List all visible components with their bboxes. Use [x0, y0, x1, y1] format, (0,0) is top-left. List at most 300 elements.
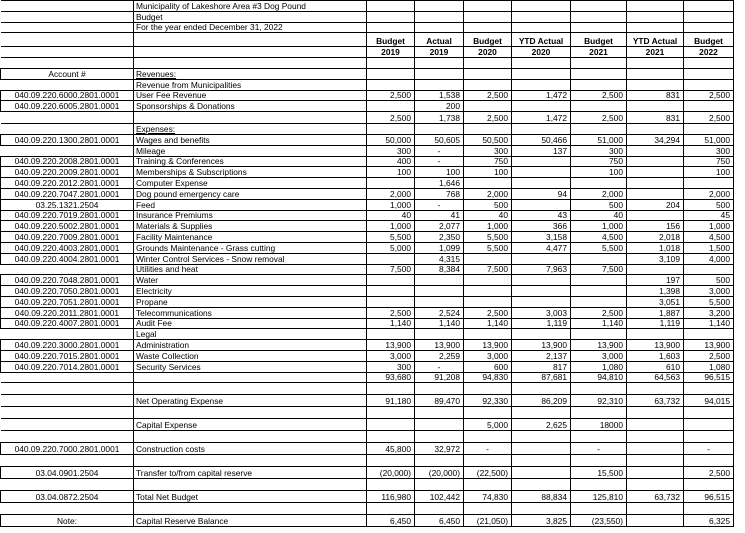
- value-cell[interactable]: 91,180: [367, 395, 415, 407]
- value-cell[interactable]: [367, 455, 415, 467]
- value-cell[interactable]: [571, 275, 627, 286]
- account-number-cell[interactable]: 040.09.220.2012.2801.0001: [1, 178, 134, 189]
- value-cell[interactable]: 7,500: [571, 264, 627, 275]
- value-cell[interactable]: 87,681: [512, 372, 571, 383]
- value-cell[interactable]: [367, 407, 415, 419]
- value-cell[interactable]: [571, 286, 627, 297]
- cell[interactable]: [1, 22, 134, 33]
- cell[interactable]: [571, 11, 627, 22]
- line-item-label[interactable]: [134, 467, 367, 479]
- value-cell[interactable]: 1,099: [415, 242, 464, 253]
- value-cell[interactable]: 3,825: [512, 515, 571, 527]
- line-item-label[interactable]: [134, 329, 367, 340]
- value-cell[interactable]: 96,515: [684, 491, 734, 503]
- value-cell[interactable]: [571, 503, 627, 515]
- cell[interactable]: [1, 33, 134, 47]
- value-cell[interactable]: [367, 68, 415, 79]
- value-cell[interactable]: 3,000: [367, 350, 415, 361]
- line-item-label[interactable]: [134, 79, 367, 90]
- value-cell[interactable]: 750: [464, 156, 512, 167]
- account-number-cell[interactable]: 040.09.220.7048.2801.0001: [1, 275, 134, 286]
- value-cell[interactable]: [415, 455, 464, 467]
- col-header-actual-2019[interactable]: Actual: [415, 33, 464, 47]
- value-cell[interactable]: [684, 79, 734, 90]
- line-item-label[interactable]: [134, 383, 367, 395]
- value-cell[interactable]: 1,887: [627, 307, 684, 318]
- account-number-cell[interactable]: 040.09.220.2009.2801.0001: [1, 167, 134, 178]
- line-item-label[interactable]: [134, 124, 367, 135]
- cell[interactable]: [627, 22, 684, 33]
- value-cell[interactable]: [367, 275, 415, 286]
- account-number-cell[interactable]: 040.09.220.5002.2801.0001: [1, 221, 134, 232]
- line-item-label[interactable]: [134, 264, 367, 275]
- cell[interactable]: [367, 11, 415, 22]
- value-cell[interactable]: 300: [571, 145, 627, 156]
- line-item-label[interactable]: [134, 395, 367, 407]
- value-cell[interactable]: [464, 383, 512, 395]
- value-cell[interactable]: 45: [684, 210, 734, 221]
- value-cell[interactable]: 2,000: [464, 188, 512, 199]
- account-number-cell[interactable]: [1, 503, 134, 515]
- value-cell[interactable]: 5,000: [464, 419, 512, 431]
- value-cell[interactable]: [627, 479, 684, 491]
- value-cell[interactable]: [512, 503, 571, 515]
- value-cell[interactable]: 1,472: [512, 112, 571, 124]
- value-cell[interactable]: 2,625: [512, 419, 571, 431]
- account-number-cell[interactable]: 040.09.220.4007.2801.0001: [1, 318, 134, 329]
- account-number-cell[interactable]: 040.09.220.6000.2801.0001: [1, 90, 134, 101]
- value-cell[interactable]: 51,000: [571, 134, 627, 145]
- value-cell[interactable]: 197: [627, 275, 684, 286]
- col-year-2021-budget[interactable]: 2021: [571, 47, 627, 58]
- value-cell[interactable]: [464, 407, 512, 419]
- value-cell[interactable]: [415, 124, 464, 135]
- value-cell[interactable]: [571, 329, 627, 340]
- value-cell[interactable]: 1,472: [512, 90, 571, 101]
- value-cell[interactable]: [627, 124, 684, 135]
- value-cell[interactable]: 1,140: [415, 318, 464, 329]
- value-cell[interactable]: [571, 296, 627, 307]
- value-cell[interactable]: [684, 407, 734, 419]
- value-cell[interactable]: 831: [627, 90, 684, 101]
- account-number-cell[interactable]: 040.09.220.7051.2801.0001: [1, 296, 134, 307]
- value-cell[interactable]: 1,738: [415, 112, 464, 124]
- value-cell[interactable]: [684, 503, 734, 515]
- value-cell[interactable]: 13,900: [571, 340, 627, 351]
- cell[interactable]: [1, 11, 134, 22]
- value-cell[interactable]: 63,732: [627, 395, 684, 407]
- value-cell[interactable]: 1,000: [464, 221, 512, 232]
- value-cell[interactable]: [512, 253, 571, 264]
- line-item-label[interactable]: [134, 232, 367, 243]
- value-cell[interactable]: [627, 407, 684, 419]
- value-cell[interactable]: [627, 419, 684, 431]
- value-cell[interactable]: 100: [571, 167, 627, 178]
- value-cell[interactable]: [627, 443, 684, 455]
- account-number-cell[interactable]: 040.09.220.7009.2801.0001: [1, 232, 134, 243]
- value-cell[interactable]: [627, 210, 684, 221]
- account-number-cell[interactable]: [1, 479, 134, 491]
- value-cell[interactable]: 5,500: [571, 242, 627, 253]
- account-number-cell[interactable]: 040.09.220.4004.2801.0001: [1, 253, 134, 264]
- line-item-label[interactable]: [134, 443, 367, 455]
- value-cell[interactable]: [367, 58, 415, 69]
- value-cell[interactable]: 102,442: [415, 491, 464, 503]
- value-cell[interactable]: 94: [512, 188, 571, 199]
- value-cell[interactable]: [512, 199, 571, 210]
- value-cell[interactable]: [512, 383, 571, 395]
- cell[interactable]: [512, 1, 571, 12]
- value-cell[interactable]: 5,500: [367, 232, 415, 243]
- value-cell[interactable]: 3,000: [571, 350, 627, 361]
- cell[interactable]: [512, 22, 571, 33]
- value-cell[interactable]: 3,051: [627, 296, 684, 307]
- col-year-2022-budget[interactable]: 2022: [684, 47, 734, 58]
- value-cell[interactable]: 2,350: [415, 232, 464, 243]
- value-cell[interactable]: [464, 286, 512, 297]
- cell[interactable]: [415, 11, 464, 22]
- value-cell[interactable]: 137: [512, 145, 571, 156]
- value-cell[interactable]: [571, 253, 627, 264]
- account-number-cell[interactable]: 03.04.0872.2504: [1, 491, 134, 503]
- value-cell[interactable]: [684, 431, 734, 443]
- value-cell[interactable]: 3,200: [684, 307, 734, 318]
- value-cell[interactable]: [415, 479, 464, 491]
- value-cell[interactable]: [415, 329, 464, 340]
- value-cell[interactable]: 50,500: [464, 134, 512, 145]
- value-cell[interactable]: 2,500: [684, 90, 734, 101]
- value-cell[interactable]: [627, 79, 684, 90]
- value-cell[interactable]: 88,834: [512, 491, 571, 503]
- value-cell[interactable]: [512, 79, 571, 90]
- line-item-label[interactable]: [134, 188, 367, 199]
- value-cell[interactable]: 1,538: [415, 90, 464, 101]
- value-cell[interactable]: [627, 188, 684, 199]
- col-year-2021-ytd[interactable]: 2021: [627, 47, 684, 58]
- line-item-label[interactable]: [134, 350, 367, 361]
- value-cell[interactable]: 92,310: [571, 395, 627, 407]
- value-cell[interactable]: 89,470: [415, 395, 464, 407]
- cell[interactable]: [1, 1, 134, 12]
- value-cell[interactable]: 91,208: [415, 372, 464, 383]
- value-cell[interactable]: 1,603: [627, 350, 684, 361]
- value-cell[interactable]: -: [415, 145, 464, 156]
- value-cell[interactable]: 600: [464, 361, 512, 372]
- value-cell[interactable]: [512, 455, 571, 467]
- value-cell[interactable]: 7,500: [464, 264, 512, 275]
- value-cell[interactable]: 6,325: [684, 515, 734, 527]
- col-header-ytd-2021[interactable]: YTD Actual: [627, 33, 684, 47]
- value-cell[interactable]: 300: [464, 145, 512, 156]
- value-cell[interactable]: 18000: [571, 419, 627, 431]
- value-cell[interactable]: [684, 178, 734, 189]
- value-cell[interactable]: 32,972: [415, 443, 464, 455]
- value-cell[interactable]: 2,500: [367, 307, 415, 318]
- value-cell[interactable]: 1,500: [684, 242, 734, 253]
- value-cell[interactable]: [464, 479, 512, 491]
- account-number-cell[interactable]: [1, 58, 134, 69]
- value-cell[interactable]: [512, 101, 571, 112]
- value-cell[interactable]: 6,450: [415, 515, 464, 527]
- value-cell[interactable]: 5,500: [464, 242, 512, 253]
- account-number-cell[interactable]: Note:: [1, 515, 134, 527]
- value-cell[interactable]: 2,077: [415, 221, 464, 232]
- account-number-cell[interactable]: [1, 431, 134, 443]
- line-item-label[interactable]: [134, 101, 367, 112]
- value-cell[interactable]: 2,500: [571, 112, 627, 124]
- account-number-cell[interactable]: [1, 79, 134, 90]
- value-cell[interactable]: 2,500: [684, 467, 734, 479]
- value-cell[interactable]: 366: [512, 221, 571, 232]
- value-cell[interactable]: [367, 253, 415, 264]
- value-cell[interactable]: 2,137: [512, 350, 571, 361]
- value-cell[interactable]: -: [415, 156, 464, 167]
- line-item-label[interactable]: [134, 286, 367, 297]
- value-cell[interactable]: [415, 407, 464, 419]
- value-cell[interactable]: 1,140: [464, 318, 512, 329]
- value-cell[interactable]: 86,209: [512, 395, 571, 407]
- account-number-cell[interactable]: [1, 455, 134, 467]
- value-cell[interactable]: (20,000): [415, 467, 464, 479]
- line-item-label[interactable]: [134, 503, 367, 515]
- line-item-label[interactable]: [134, 134, 367, 145]
- value-cell[interactable]: 125,810: [571, 491, 627, 503]
- value-cell[interactable]: [512, 443, 571, 455]
- value-cell[interactable]: 2,259: [415, 350, 464, 361]
- value-cell[interactable]: 2,500: [464, 307, 512, 318]
- value-cell[interactable]: 100: [415, 167, 464, 178]
- value-cell[interactable]: (20,000): [367, 467, 415, 479]
- value-cell[interactable]: 610: [627, 361, 684, 372]
- value-cell[interactable]: 45,800: [367, 443, 415, 455]
- account-number-cell[interactable]: 03.25.1321.2504: [1, 199, 134, 210]
- value-cell[interactable]: 5,000: [367, 242, 415, 253]
- value-cell[interactable]: [627, 467, 684, 479]
- cell[interactable]: [464, 22, 512, 33]
- value-cell[interactable]: [512, 286, 571, 297]
- value-cell[interactable]: 300: [367, 145, 415, 156]
- value-cell[interactable]: [464, 503, 512, 515]
- value-cell[interactable]: 40: [367, 210, 415, 221]
- cell[interactable]: [571, 22, 627, 33]
- value-cell[interactable]: [512, 329, 571, 340]
- value-cell[interactable]: 2,000: [684, 188, 734, 199]
- line-item-label[interactable]: [134, 58, 367, 69]
- account-number-cell[interactable]: [1, 112, 134, 124]
- value-cell[interactable]: 2,000: [367, 188, 415, 199]
- value-cell[interactable]: [627, 264, 684, 275]
- value-cell[interactable]: 3,000: [684, 286, 734, 297]
- value-cell[interactable]: 4,477: [512, 242, 571, 253]
- value-cell[interactable]: 2,018: [627, 232, 684, 243]
- value-cell[interactable]: 2,500: [684, 112, 734, 124]
- value-cell[interactable]: [367, 178, 415, 189]
- value-cell[interactable]: 4,000: [684, 253, 734, 264]
- value-cell[interactable]: [464, 79, 512, 90]
- value-cell[interactable]: [627, 101, 684, 112]
- account-number-cell[interactable]: [1, 395, 134, 407]
- value-cell[interactable]: [627, 178, 684, 189]
- value-cell[interactable]: 51,000: [684, 134, 734, 145]
- value-cell[interactable]: 2,500: [464, 90, 512, 101]
- value-cell[interactable]: 1,018: [627, 242, 684, 253]
- cell[interactable]: [415, 1, 464, 12]
- account-number-cell[interactable]: [1, 407, 134, 419]
- value-cell[interactable]: 13,900: [464, 340, 512, 351]
- value-cell[interactable]: 500: [684, 199, 734, 210]
- value-cell[interactable]: 400: [367, 156, 415, 167]
- account-number-cell[interactable]: 040.09.220.2011.2801.0001: [1, 307, 134, 318]
- value-cell[interactable]: 768: [415, 188, 464, 199]
- account-number-cell[interactable]: 040.09.220.7015.2801.0001: [1, 350, 134, 361]
- line-item-label[interactable]: [134, 407, 367, 419]
- value-cell[interactable]: 40: [464, 210, 512, 221]
- value-cell[interactable]: [684, 124, 734, 135]
- value-cell[interactable]: [512, 431, 571, 443]
- value-cell[interactable]: [627, 383, 684, 395]
- value-cell[interactable]: [571, 479, 627, 491]
- line-item-label[interactable]: [134, 455, 367, 467]
- value-cell[interactable]: 41: [415, 210, 464, 221]
- cell[interactable]: [512, 11, 571, 22]
- account-number-cell[interactable]: 040.09.220.2008.2801.0001: [1, 156, 134, 167]
- value-cell[interactable]: 1,000: [684, 221, 734, 232]
- value-cell[interactable]: [367, 296, 415, 307]
- value-cell[interactable]: [367, 124, 415, 135]
- value-cell[interactable]: 94,830: [464, 372, 512, 383]
- value-cell[interactable]: -: [415, 199, 464, 210]
- value-cell[interactable]: [684, 68, 734, 79]
- cell[interactable]: [571, 1, 627, 12]
- value-cell[interactable]: [415, 503, 464, 515]
- line-item-label[interactable]: [134, 156, 367, 167]
- value-cell[interactable]: [627, 455, 684, 467]
- account-number-cell[interactable]: [1, 419, 134, 431]
- col-year-2020-ytd[interactable]: 2020: [512, 47, 571, 58]
- line-item-label[interactable]: [134, 275, 367, 286]
- value-cell[interactable]: [415, 419, 464, 431]
- value-cell[interactable]: [415, 79, 464, 90]
- line-item-label[interactable]: [134, 90, 367, 101]
- value-cell[interactable]: [627, 145, 684, 156]
- value-cell[interactable]: [512, 124, 571, 135]
- value-cell[interactable]: [627, 58, 684, 69]
- cell[interactable]: [367, 1, 415, 12]
- account-number-cell[interactable]: 040.09.220.7047.2801.0001: [1, 188, 134, 199]
- value-cell[interactable]: [512, 479, 571, 491]
- cell[interactable]: [627, 1, 684, 12]
- value-cell[interactable]: [415, 68, 464, 79]
- account-number-cell[interactable]: 03.04.0901.2504: [1, 467, 134, 479]
- value-cell[interactable]: 200: [415, 101, 464, 112]
- line-item-label[interactable]: [134, 253, 367, 264]
- account-number-cell[interactable]: 040.09.220.6005.2801.0001: [1, 101, 134, 112]
- line-item-label[interactable]: [134, 296, 367, 307]
- value-cell[interactable]: 100: [367, 167, 415, 178]
- value-cell[interactable]: 100: [464, 167, 512, 178]
- value-cell[interactable]: 1,646: [415, 178, 464, 189]
- value-cell[interactable]: [367, 286, 415, 297]
- value-cell[interactable]: 1,119: [627, 318, 684, 329]
- value-cell[interactable]: [415, 275, 464, 286]
- value-cell[interactable]: -: [684, 443, 734, 455]
- line-item-label[interactable]: [134, 242, 367, 253]
- value-cell[interactable]: 13,900: [512, 340, 571, 351]
- line-item-label[interactable]: [134, 372, 367, 383]
- value-cell[interactable]: [464, 455, 512, 467]
- value-cell[interactable]: 1,140: [571, 318, 627, 329]
- account-number-cell[interactable]: [1, 329, 134, 340]
- cell[interactable]: [415, 22, 464, 33]
- account-number-cell[interactable]: [1, 372, 134, 383]
- value-cell[interactable]: [367, 479, 415, 491]
- account-number-cell[interactable]: 040.09.220.3000.2801.0001: [1, 340, 134, 351]
- col-header-budget-2020[interactable]: Budget: [464, 33, 512, 47]
- value-cell[interactable]: [512, 68, 571, 79]
- value-cell[interactable]: [684, 455, 734, 467]
- value-cell[interactable]: 50,605: [415, 134, 464, 145]
- value-cell[interactable]: 750: [571, 156, 627, 167]
- value-cell[interactable]: [627, 68, 684, 79]
- value-cell[interactable]: 2,500: [367, 90, 415, 101]
- value-cell[interactable]: [464, 68, 512, 79]
- value-cell[interactable]: 156: [627, 221, 684, 232]
- value-cell[interactable]: 50,000: [367, 134, 415, 145]
- value-cell[interactable]: (21,050): [464, 515, 512, 527]
- value-cell[interactable]: 3,109: [627, 253, 684, 264]
- value-cell[interactable]: 500: [684, 275, 734, 286]
- value-cell[interactable]: 1,398: [627, 286, 684, 297]
- value-cell[interactable]: [464, 101, 512, 112]
- line-item-label[interactable]: [134, 340, 367, 351]
- cell[interactable]: [684, 1, 734, 12]
- account-number-cell[interactable]: 040.09.220.7000.2801.0001: [1, 443, 134, 455]
- line-item-label[interactable]: [134, 145, 367, 156]
- value-cell[interactable]: [415, 383, 464, 395]
- line-item-label[interactable]: [134, 68, 367, 79]
- value-cell[interactable]: 63,732: [627, 491, 684, 503]
- value-cell[interactable]: [367, 101, 415, 112]
- line-item-label[interactable]: [134, 112, 367, 124]
- col-header-budget-2022[interactable]: Budget: [684, 33, 734, 47]
- col-header-budget-2021[interactable]: Budget: [571, 33, 627, 47]
- value-cell[interactable]: 1,140: [367, 318, 415, 329]
- value-cell[interactable]: 40: [571, 210, 627, 221]
- value-cell[interactable]: 94,015: [684, 395, 734, 407]
- value-cell[interactable]: [464, 431, 512, 443]
- value-cell[interactable]: [627, 329, 684, 340]
- value-cell[interactable]: [464, 124, 512, 135]
- value-cell[interactable]: [464, 329, 512, 340]
- value-cell[interactable]: 13,900: [684, 340, 734, 351]
- value-cell[interactable]: 831: [627, 112, 684, 124]
- line-item-label[interactable]: [134, 515, 367, 527]
- value-cell[interactable]: [512, 275, 571, 286]
- value-cell[interactable]: 7,500: [367, 264, 415, 275]
- value-cell[interactable]: 93,680: [367, 372, 415, 383]
- value-cell[interactable]: 13,900: [627, 340, 684, 351]
- value-cell[interactable]: 100: [684, 167, 734, 178]
- value-cell[interactable]: [512, 467, 571, 479]
- value-cell[interactable]: [512, 407, 571, 419]
- line-item-label[interactable]: [134, 221, 367, 232]
- value-cell[interactable]: [512, 178, 571, 189]
- account-number-cell[interactable]: 040.09.220.1300.2801.0001: [1, 134, 134, 145]
- value-cell[interactable]: 15,500: [571, 467, 627, 479]
- value-cell[interactable]: 2,500: [684, 350, 734, 361]
- value-cell[interactable]: [464, 275, 512, 286]
- value-cell[interactable]: [571, 383, 627, 395]
